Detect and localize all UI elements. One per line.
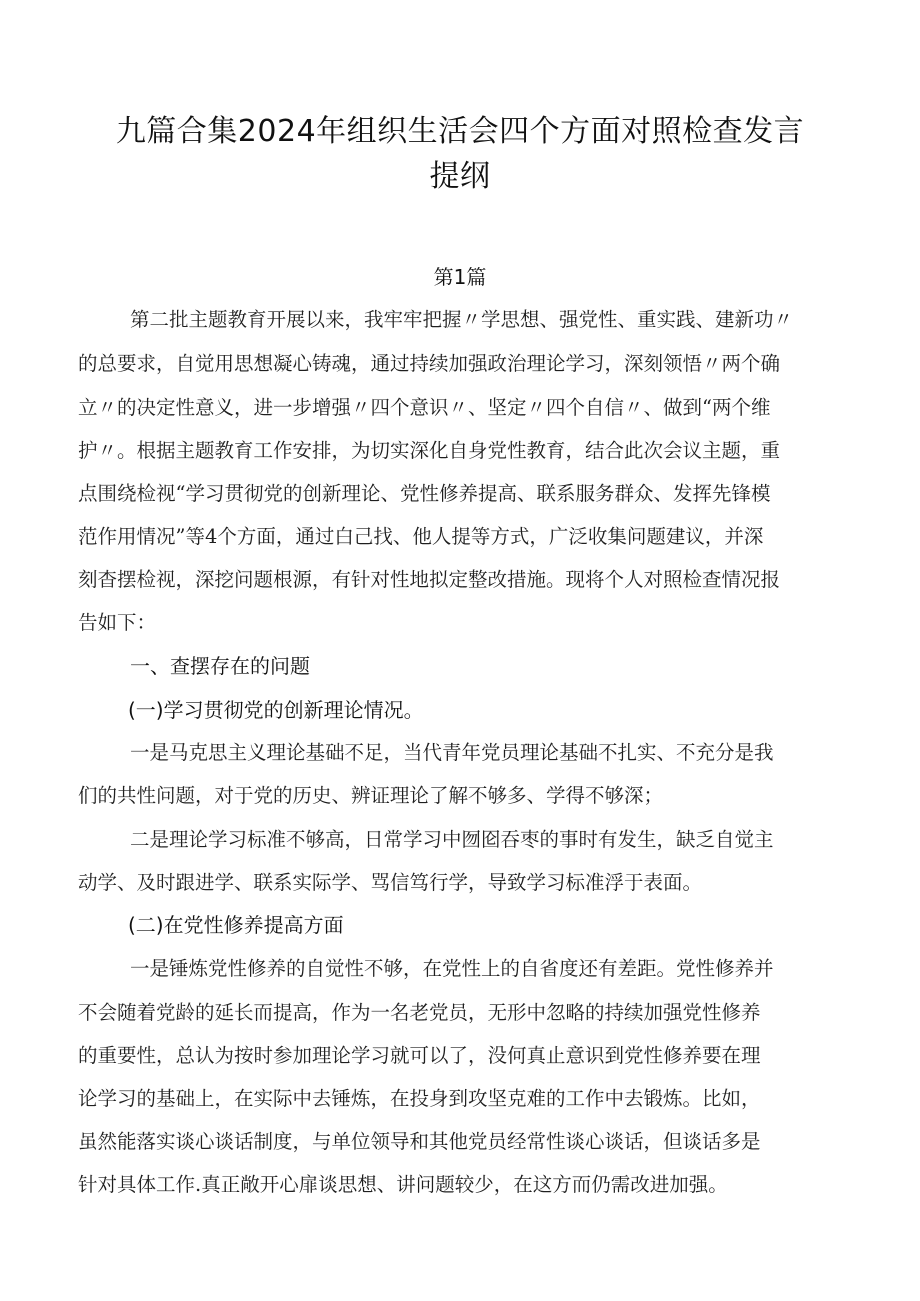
intro-line: 护〃。根据主题教育工作安排，为切实深化自身党性教育，结合此次会议主题，重 [78, 439, 781, 462]
paragraph-line: 动学、及时跟进学、联系实际学、骂信笃行学，导致学习标准浮于表面。 [78, 871, 703, 894]
intro-line: 的总要求，自觉用思想凝心铸魂，通过持续加强政治理论学习，深刻领悟〃两个确 [78, 352, 781, 375]
section-heading: 一、查摆存在的问题 [130, 654, 310, 678]
paragraph-line: 一是锤炼党性修养的自觉性不够，在党性上的自省度还有差距。党性修养并 [130, 957, 774, 980]
paragraph-line: 不会随着党龄的延长而提高，作为一名老党员，无形中忽略的持续加强党性修养 [78, 1001, 761, 1024]
intro-line: 立〃的决定性意义，进一步增强〃四个意识〃、坚定〃四个自信〃、做到“两个维 [78, 396, 771, 419]
intro-line: 点围绕检视“学习贯彻党的创新理论、党性修养提高、联系服务群众、发挥先锋模 [78, 482, 771, 505]
subsection-heading: (一)学习贯彻党的创新理论情况。 [128, 698, 424, 722]
paragraph-line: 二是理论学习标准不够高，日常学习中囫囵吞枣的事时有发生，缺乏自觉主 [130, 828, 774, 851]
document-title-line-1: 九篇合集2024年组织生活会四个方面对照检查发言 [115, 114, 805, 149]
document-title-line-2: 提纲 [429, 159, 491, 194]
paragraph-line: 们的共性问题，对于党的历史、辨证理论了解不够多、学得不够深； [78, 784, 664, 807]
intro-line: 刻杳摆检视，深挖问题根源，有针对性地拟定整改措施。现将个人对照检查情况报 [78, 568, 781, 591]
intro-line: 告如下： [78, 611, 157, 634]
paragraph-line: 针对具体工作.真正敞开心扉谈思想、讲问题较少，在这方而仍需改进加强。 [78, 1173, 728, 1196]
part-label: 第1篇 [433, 265, 487, 289]
subsection-heading: (二)在党性修养提高方面 [128, 913, 344, 937]
paragraph-line: 的重要性，总认为按时参加理论学习就可以了，没何真止意识到党性修养要在理 [78, 1044, 761, 1067]
paragraph-line: 虽然能落实谈心谈话制度，与单位领导和其他党员经常性谈心谈话，但谈话多是 [78, 1130, 761, 1153]
paragraph-line: 论学习的基础上，在实际中去锤炼，在投身到攻坚克难的工作中去锻炼。比如， [78, 1087, 761, 1110]
paragraph-line: 一是马克思主义理论基础不足，当代青年党员理论基础不扎实、不充分是我 [130, 741, 774, 764]
intro-line: 范作用情况”等4个方面，通过白己找、他人提等方式，广泛收集问题建议，并深 [78, 525, 764, 548]
intro-line: 第二批主题教育开展以来，我牢牢把握〃学思想、强党性、重实践、建新功〃 [130, 308, 794, 331]
